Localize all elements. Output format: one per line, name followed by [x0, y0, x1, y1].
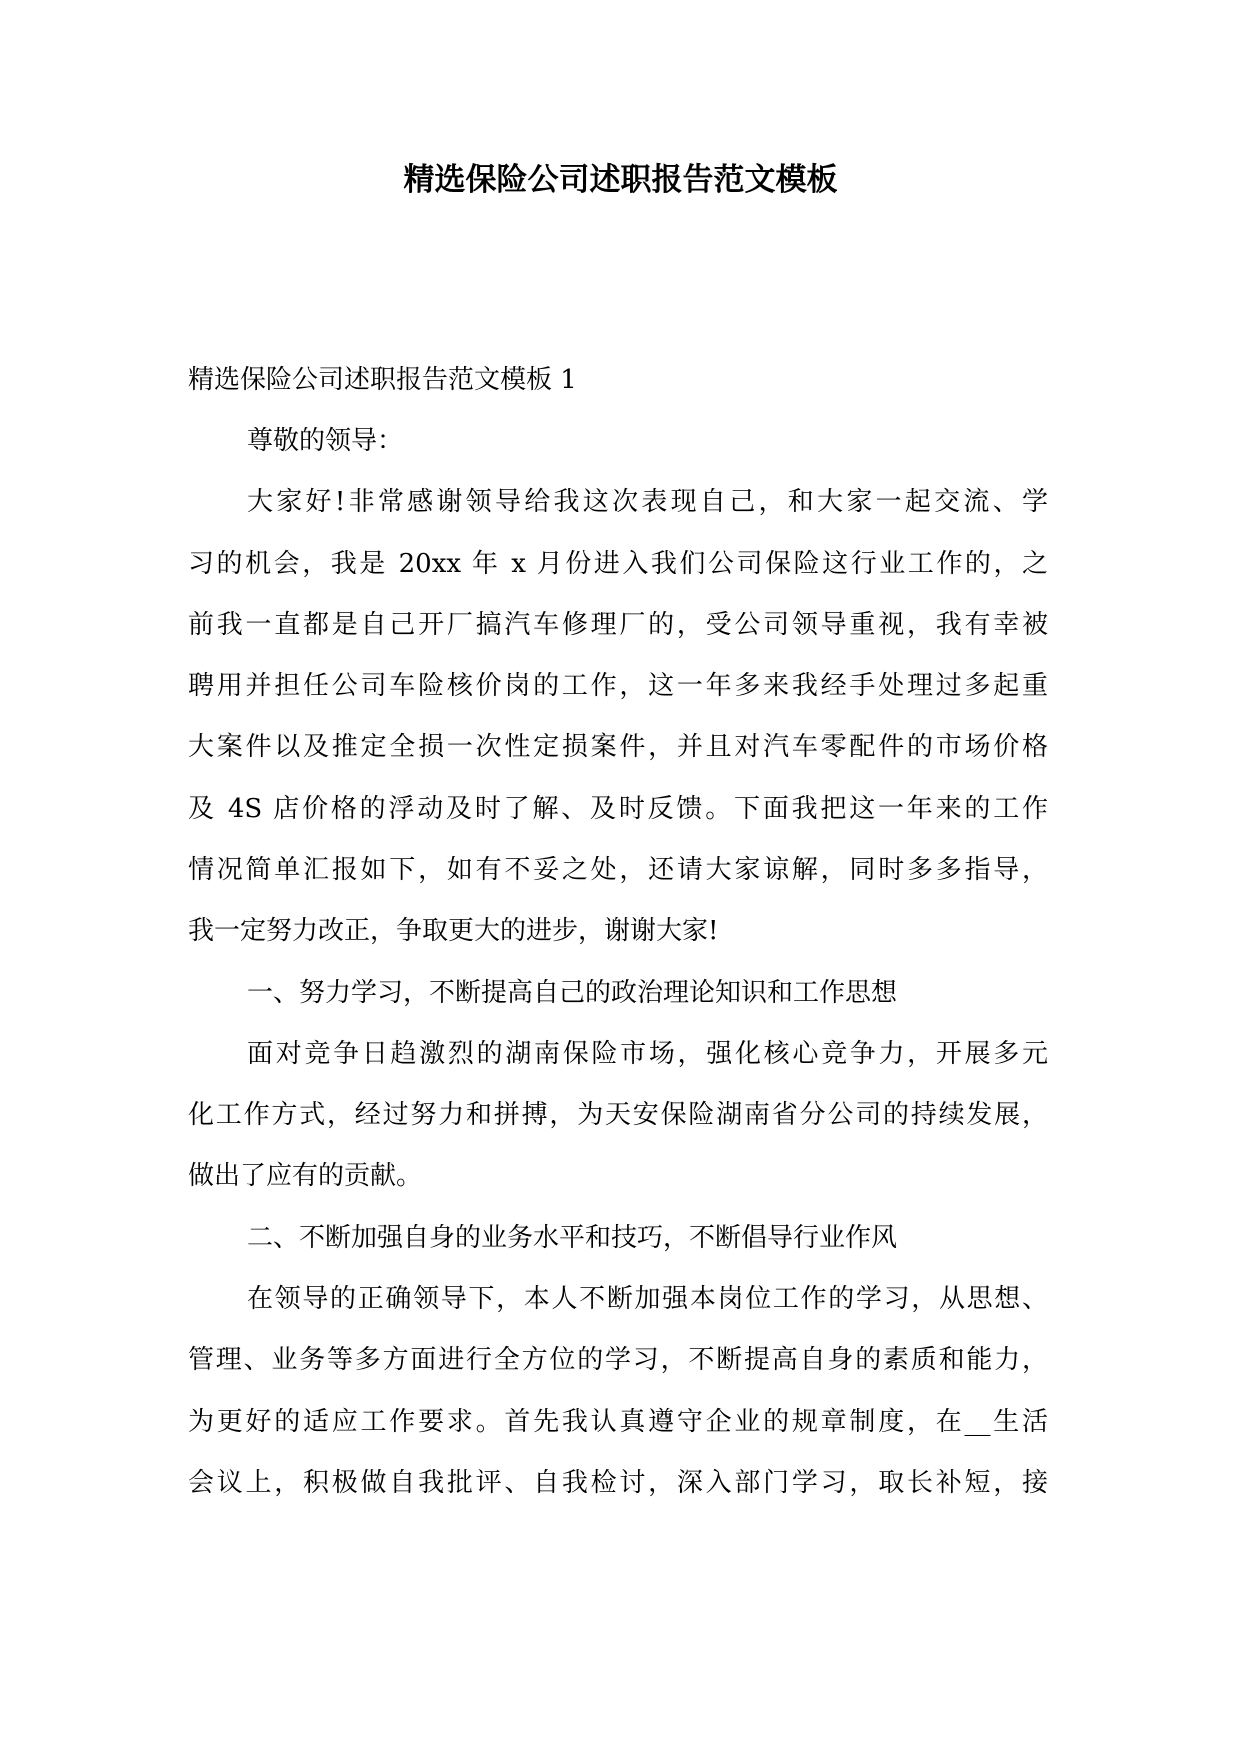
section-heading-1: 一、努力学习，不断提高自己的政治理论知识和工作思想: [247, 978, 898, 1008]
paragraph-line: 及 4S 店价格的浮动及时了解、及时反馈。下面我把这一年来的工作: [188, 794, 1048, 824]
paragraph-line: 我一定努力改正，争取更大的进步，谢谢大家!: [188, 916, 719, 946]
paragraph-line: 面对竞争日趋激烈的湖南保险市场，强化核心竞争力，开展多元: [247, 1039, 1048, 1069]
paragraph-line: 化工作方式，经过努力和拼搏，为天安保险湖南省分公司的持续发展，: [188, 1100, 1048, 1130]
paragraph-line: 管理、业务等多方面进行全方位的学习，不断提高自身的素质和能力，: [188, 1345, 1048, 1375]
paragraph-line: 做出了应有的贡献。: [188, 1161, 423, 1191]
document-title: 精选保险公司述职报告范文模板: [403, 162, 838, 198]
paragraph-line: 大家好!非常感谢领导给我这次表现自己，和大家一起交流、学: [247, 487, 1048, 517]
salutation: 尊敬的领导：: [247, 426, 404, 456]
paragraph-line: 大案件以及推定全损一次性定损案件，并且对汽车零配件的市场价格: [188, 732, 1048, 762]
paragraph-line: 会议上，积极做自我批评、自我检讨，深入部门学习，取长补短，接: [188, 1468, 1048, 1498]
paragraph-line: 在领导的正确领导下，本人不断加强本岗位工作的学习，从思想、: [247, 1284, 1048, 1314]
paragraph-line: 前我一直都是自己开厂搞汽车修理厂的，受公司领导重视，我有幸被: [188, 610, 1048, 640]
paragraph-line: 为更好的适应工作要求。首先我认真遵守企业的规章制度，在__生活: [188, 1407, 1048, 1437]
paragraph-line: 习的机会，我是 20xx 年 x 月份进入我们公司保险这行业工作的，之: [188, 549, 1048, 579]
paragraph-line: 聘用并担任公司车险核价岗的工作，这一年多来我经手处理过多起重: [188, 671, 1048, 701]
section-heading: 精选保险公司述职报告范文模板 1: [188, 365, 577, 395]
paragraph-line: 情况简单汇报如下，如有不妥之处，还请大家谅解，同时多多指导，: [188, 855, 1048, 885]
section-heading-2: 二、不断加强自身的业务水平和技巧，不断倡导行业作风: [247, 1223, 898, 1253]
